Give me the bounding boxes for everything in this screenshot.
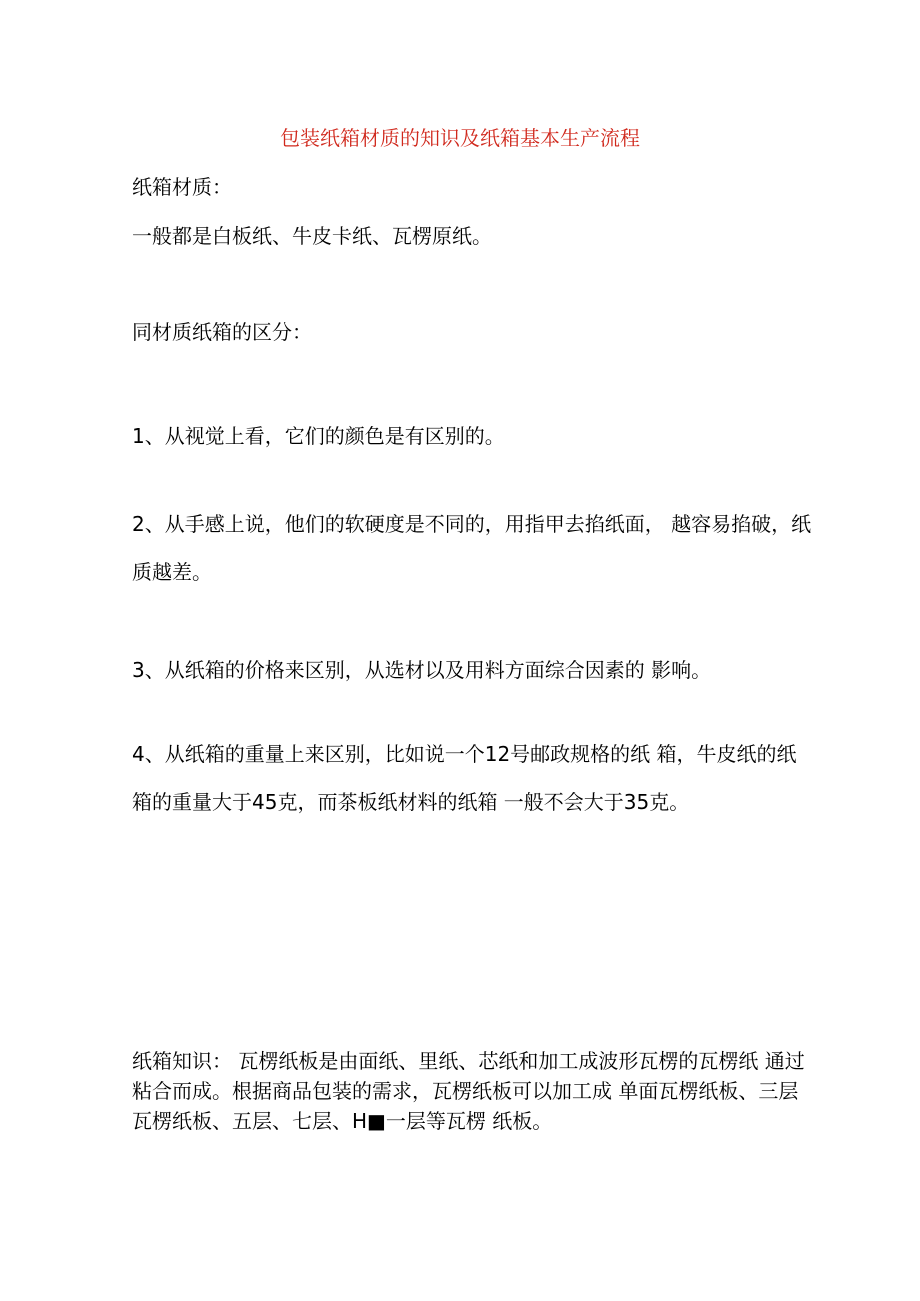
point-1: 1、从视觉上看，它们的颜色是有区别的。 — [132, 424, 505, 448]
material-heading: 纸箱材质： — [132, 175, 232, 199]
distinguish-heading: 同材质纸箱的区分： — [132, 320, 312, 344]
point-2: 2、从手感上说，他们的软硬度是不同的，用指甲去掐纸面， 越容易掐破，纸质越差。 — [132, 512, 812, 584]
material-text: 一般都是白板纸、牛皮卡纸、瓦楞原纸。 — [132, 224, 492, 248]
point-3: 3、从纸箱的价格来区别，从选材以及用料方面综合因素的 影响。 — [132, 658, 712, 682]
point-4: 4、从纸箱的重量上来区别，比如说一个12号邮政规格的纸 箱，牛皮纸的纸箱的重量大于45克，而茶板纸材料的纸箱 一般不会大于35克。 — [132, 742, 797, 814]
document-title: 包装纸箱材质的知识及纸箱基本生产流程 — [280, 126, 640, 150]
knowledge-paragraph: 纸箱知识： 瓦楞纸板是由面纸、里纸、芯纸和加工成波形瓦楞的瓦楞纸 通过粘合而成。根据商品包装的需求，瓦楞纸板可以加工成 单面瓦楞纸板、三层瓦楞纸板、五层、七层、H■一层等瓦楞 纸板。 — [132, 1049, 805, 1133]
